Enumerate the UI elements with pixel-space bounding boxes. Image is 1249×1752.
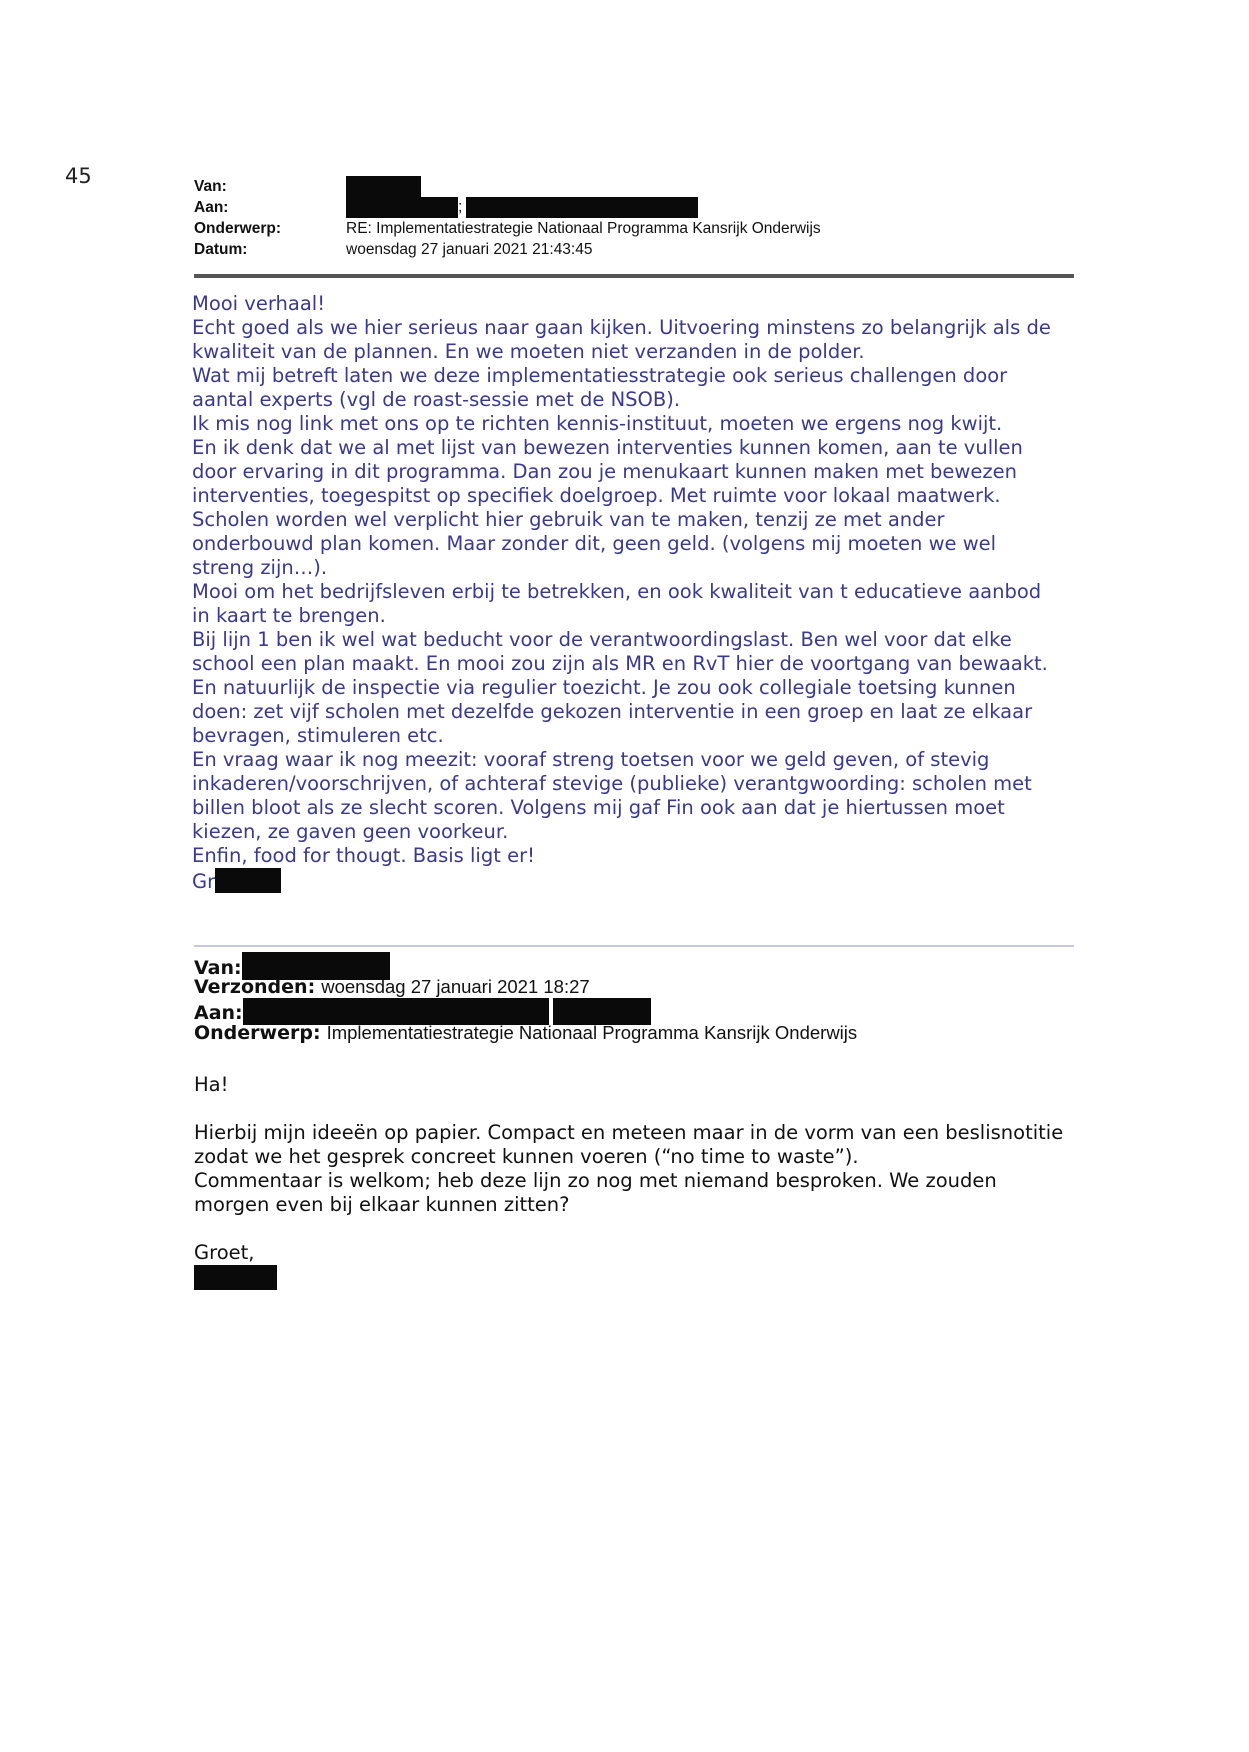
header-from-row — [194, 178, 1074, 199]
header-to-row — [194, 199, 1074, 220]
reply-line: En natuurlijk de inspectie via regulier toezicht. Je zou ook collegiale toetsing kunnen — [192, 676, 1016, 699]
reply-line: streng zijn…). — [192, 556, 328, 579]
reply-line: inkaderen/voorschrijven, of achteraf stevige (publieke) verantgwoording: scholen met — [192, 772, 1032, 795]
reply-line: school een plan maakt. En mooi zou zijn als MR en RvT hier de voortgang van bewaakt. — [192, 652, 1048, 675]
reply-line: Scholen worden wel verplicht hier gebruik van te maken, tenzij ze met ander — [192, 508, 945, 531]
reply-line: Bij lijn 1 ben ik wel wat beducht voor de verantwoordingslast. Ben wel voor dat elke — [192, 628, 1012, 651]
reply-line: Echt goed als we hier serieus naar gaan kijken. Uitvoering minstens zo belangrijk als de — [192, 316, 1051, 339]
quoted-divider — [194, 945, 1074, 947]
original-sent-label: Verzonden: — [194, 976, 316, 998]
reply-line: kiezen, ze gaven geen voorkeur. — [192, 820, 509, 843]
from-value — [346, 176, 421, 197]
redaction-block — [346, 176, 421, 197]
subject-label: Onderwerp: — [194, 220, 281, 237]
original-line: zodat we het gesprek concreet kunnen voeren (“no time to waste”). — [194, 1145, 859, 1168]
reply-line: Ik mis nog link met ons op te richten kennis-instituut, moeten we ergens nog kwijt. — [192, 412, 1003, 435]
reply-line: Wat mij betreft laten we deze implementatiesstrategie ook serieus challengen door — [192, 364, 1008, 387]
reply-line: interventies, toegespitst op specifiek doelgroep. Met ruimte voor lokaal maatwerk. — [192, 484, 1001, 507]
redaction-block — [466, 197, 698, 218]
to-separator: ; — [458, 198, 463, 216]
original-line: Commentaar is welkom; heb deze lijn zo nog met niemand besproken. We zouden — [194, 1169, 997, 1192]
original-body — [194, 1073, 1074, 1290]
reply-line: Mooi verhaal! — [192, 292, 326, 315]
original-greeting: Ha! — [194, 1073, 229, 1096]
header-date-row — [194, 241, 1074, 262]
original-closing: Groet, — [194, 1241, 255, 1264]
original-subject-row — [194, 1021, 1074, 1044]
redaction-block — [194, 1265, 277, 1290]
to-value — [346, 197, 698, 218]
original-header — [194, 952, 1074, 1044]
original-sent-value: woensdag 27 januari 2021 18:27 — [321, 976, 590, 997]
original-sent-row — [194, 975, 1074, 998]
original-line: morgen even bij elkaar kunnen zitten? — [194, 1193, 570, 1216]
original-from-label: Van: — [194, 957, 242, 979]
reply-line: En vraag waar ik nog meezit: vooraf streng toetsen voor we geld geven, of stevig — [192, 748, 990, 771]
original-to-label: Aan: — [194, 1002, 243, 1024]
original-subject-value: Implementatiestrategie Nationaal Programma Kansrijk Onderwijs — [326, 1022, 858, 1043]
original-to-row — [194, 998, 1074, 1024]
date-label: Datum: — [194, 241, 248, 258]
redaction-block — [346, 197, 458, 218]
reply-line: Mooi om het bedrijfsleven erbij te betrekken, en ook kwaliteit van t educatieve aanbod — [192, 580, 1042, 603]
original-line: Hierbij mijn ideeën op papier. Compact en meteen maar in de vorm van een beslisnotitie — [194, 1121, 1064, 1144]
to-label: Aan: — [194, 199, 229, 216]
reply-line: Enfin, food for thougt. Basis ligt er! — [192, 844, 535, 867]
reply-line: kwaliteit van de plannen. En we moeten niet verzanden in de polder. — [192, 340, 865, 363]
reply-body — [192, 292, 1072, 894]
reply-line: doen: zet vijf scholen met dezelfde gekozen interventie in een groep en laat ze elkaar — [192, 700, 1033, 723]
header-divider — [194, 274, 1074, 278]
reply-line: in kaart te brengen. — [192, 604, 386, 627]
redaction-block — [215, 868, 281, 893]
reply-line: onderbouwd plan komen. Maar zonder dit, geen geld. (volgens mij moeten we wel — [192, 532, 997, 555]
original-signature — [194, 1265, 1074, 1290]
email-header — [194, 178, 1074, 262]
reply-line: billen bloot als ze slecht scoren. Volgens mij gaf Fin ook aan dat je hiertussen moet — [192, 796, 1005, 819]
original-subject-label: Onderwerp: — [194, 1022, 321, 1044]
reply-signoff — [192, 868, 1072, 894]
reply-line: door ervaring in dit programma. Dan zou je menukaart kunnen maken met bewezen — [192, 460, 1017, 483]
reply-line: bevragen, stimuleren etc. — [192, 724, 444, 747]
reply-line: aantal experts (vgl de roast-sessie met de NSOB). — [192, 388, 681, 411]
original-from-row — [194, 952, 1074, 979]
date-value: woensdag 27 januari 2021 21:43:45 — [346, 241, 593, 258]
subject-value: RE: Implementatiestrategie Nationaal Programma Kansrijk Onderwijs — [346, 220, 821, 237]
reply-line: En ik denk dat we al met lijst van bewezen interventies kunnen komen, aan te vullen — [192, 436, 1023, 459]
page-number: 45 — [65, 164, 92, 188]
signoff-text: Gr — [192, 870, 216, 893]
from-label: Van: — [194, 178, 227, 195]
header-subject-row — [194, 220, 1074, 241]
